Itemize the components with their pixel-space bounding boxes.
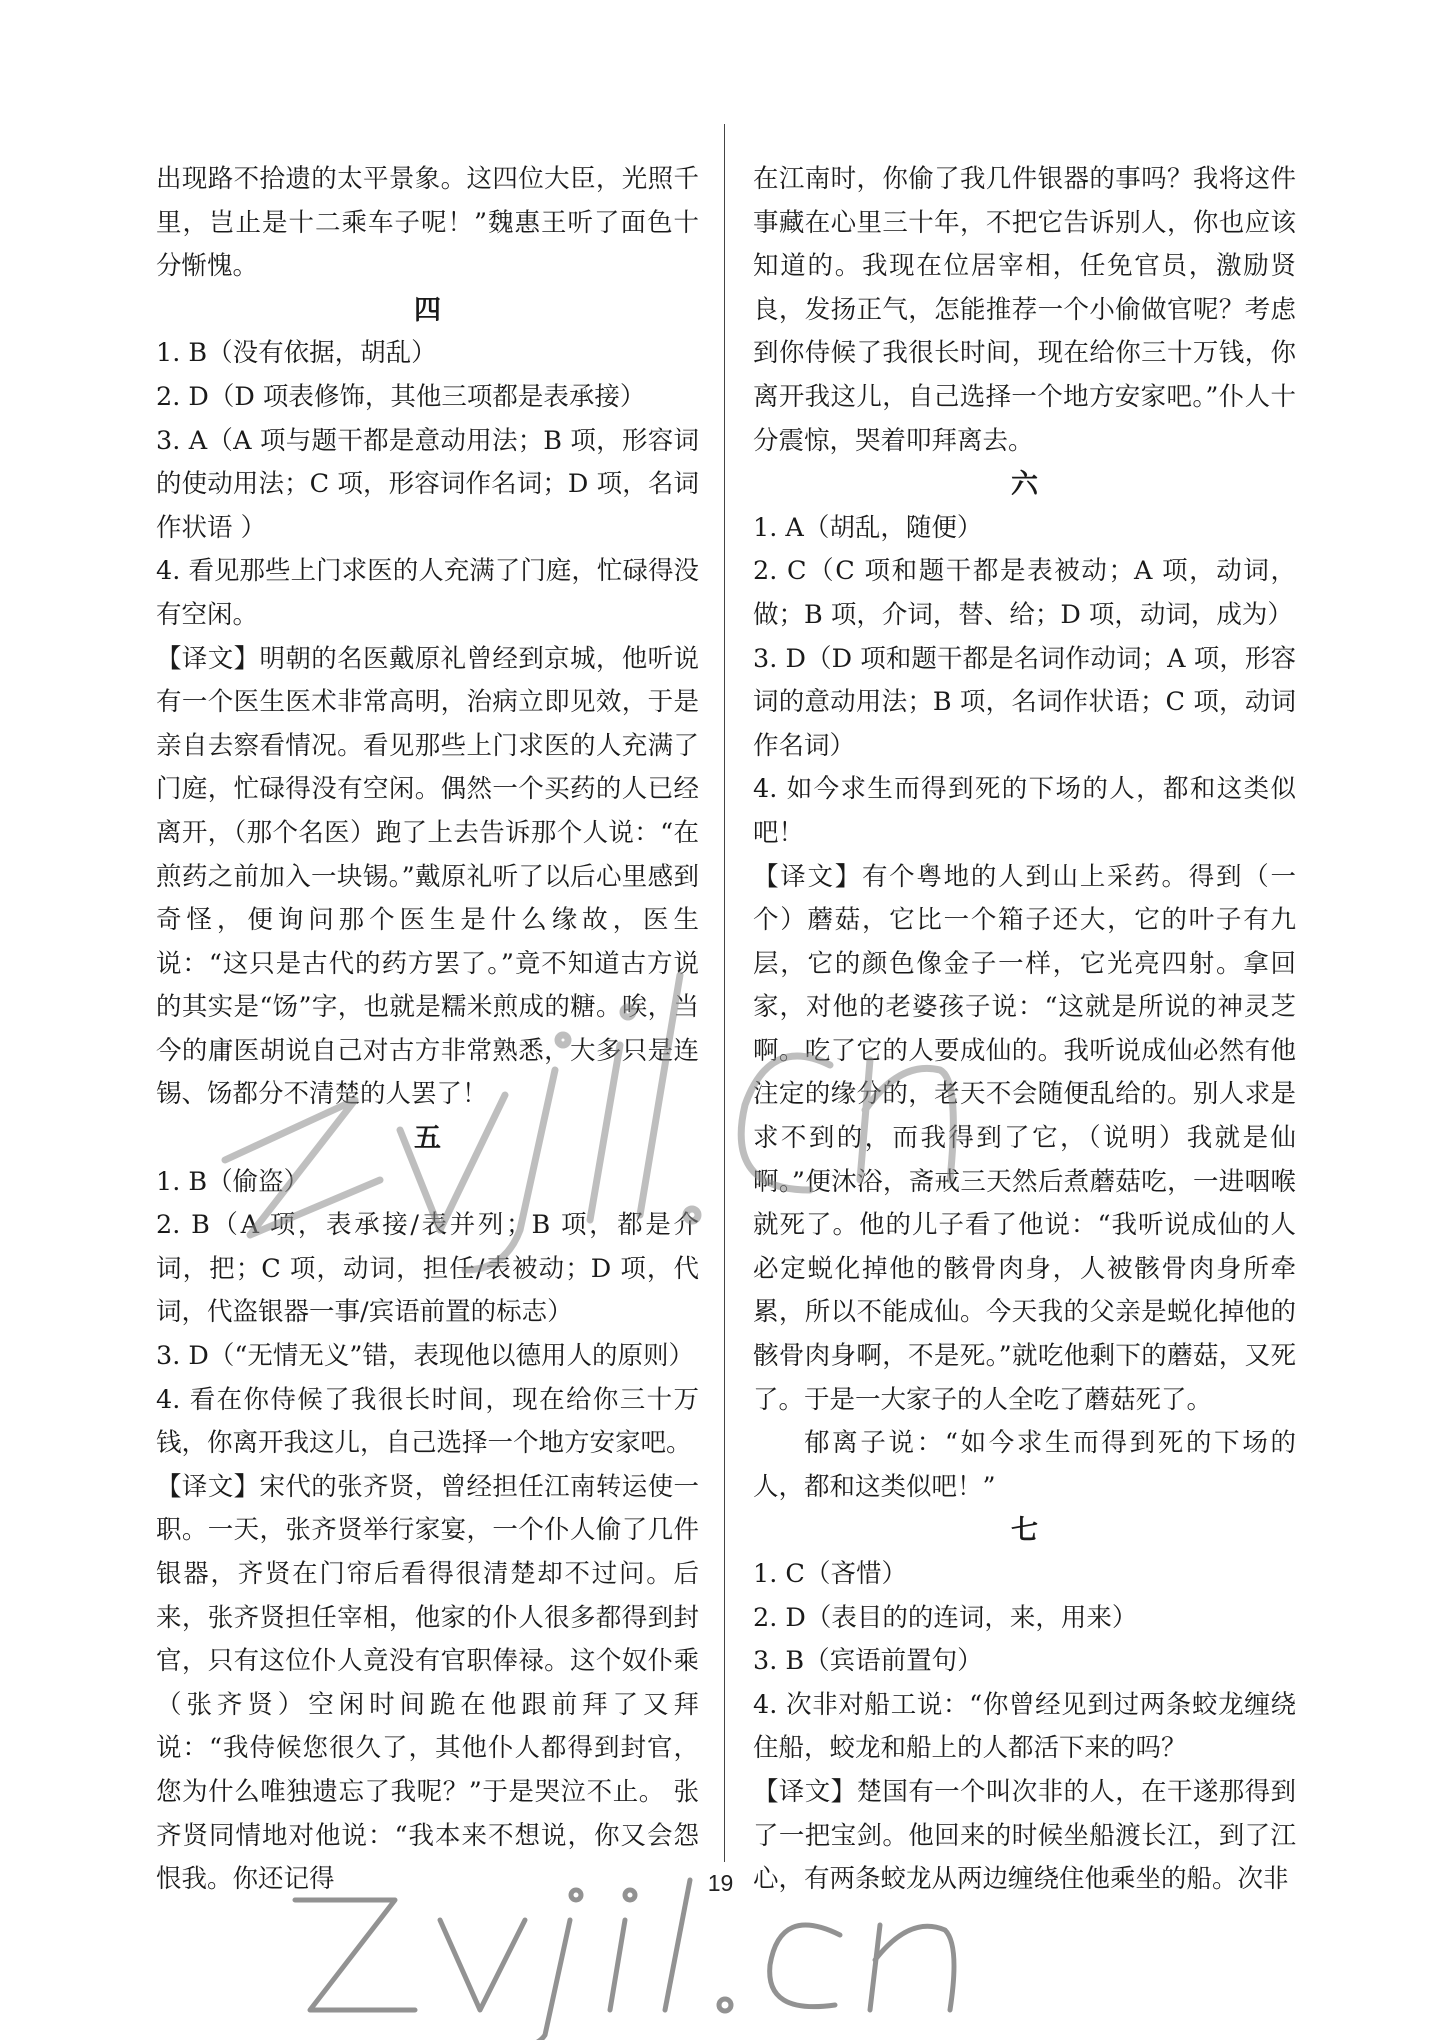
page-number: 19 [707,1870,734,1896]
translation-paragraph: 【译文】楚国有一个叫次非的人，在干遂那得到了一把宝剑。他回来的时候坐船渡长江，到了江心，有两条蛟龙从两边缠绕住他乘坐的船。次非 [753,1776,1296,1895]
answer-line: 1. B（偷盗） [156,1166,310,1197]
answer-line: 2. D（表目的的连词，来，用来） [753,1602,1138,1633]
answer-line: 4. 看在你侍候了我很长时间，现在给你三十万钱，你离开我这儿，自己选择一个地方安家吧。 [156,1384,699,1459]
section-heading: 七 [1011,1515,1038,1547]
translation-paragraph: 【译文】宋代的张齐贤，曾经担任江南转运使一职。一天，张齐贤举行家宴，一个仆人偷了几件银器，齐贤在门帘后看得很清楚却不过问。后来，张齐贤担任宰相，他家的仆人很多都得到封官，只有这位仆人竟没有官职俸禄。这个奴仆乘（张齐贤）空闲时间跪在他跟前拜了又拜说：“我侍候您很久了，其他仆人都得到封官，您为什么唯独遗忘了我呢？”于是哭泣不止。 张齐贤同情地对他说：“我本来不想说，你又会怨恨我。你还记得 [156,1471,699,1895]
answer-line: 1. A（胡乱，随便） [753,512,983,543]
answer-line: 3. D（D 项和题干都是名词作动词；A 项，形容词的意动用法；B 项，名词作状语；C 项，动词作名词） [753,643,1296,761]
section-heading: 五 [414,1123,441,1155]
answer-line: 1. B（没有依据，胡乱） [156,338,437,369]
right-column [753,158,1296,1902]
answer-line: 4. 次非对船工说：“你曾经见到过两条蛟龙缠绕住船，蛟龙和船上的人都活下来的吗？ [753,1689,1296,1764]
answer-line: 出现路不拾遗的太平景象。这四位大臣，光照千里，岂止是十二乘车子呢！”魏惠王听了面色十分惭愧。 [156,164,699,282]
answer-line: 4. 如今求生而得到死的下场的人，都和这类似吧！ [753,774,1296,848]
section-heading: 四 [414,294,441,326]
translation-paragraph: 【译文】明朝的名医戴原礼曾经到京城，他听说有一个医生医术非常高明，治病立即见效，于是亲自去察看情况。看见那些上门求医的人充满了门庭，忙碌得没有空闲。偶然一个买药的人已经离开，（那个名医）跑了上去告诉那个人说：“在煎药之前加入一块锡。”戴原礼听了以后心里感到奇怪，便询问那个医生是什么缘故，医生说：“这只是古代的药方罢了。”竟不知道古方说的其实是“饧”字，也就是糯米煎成的糖。唉，当今的庸医胡说自己对古方非常熟悉，大多只是连锡、饧都分不清楚的人罢了！ [156,643,699,1110]
answer-line: 2. B（A 项，表承接/表并列；B 项，都是介词，把；C 项，动词，担任/表被动；D 项，代词，代盗银器一事/宾语前置的标志） [156,1210,699,1328]
answer-line: 1. C（吝惜） [753,1559,907,1589]
column-divider [724,124,725,1862]
answer-line: 3. A（A 项与题干都是意动用法；B 项，形容词的使动用法；C 项，形容词作名词；D 项，名词作状语 ） [156,425,699,543]
left-column [156,158,699,1902]
answer-line: 4. 看见那些上门求医的人充满了门庭，忙碌得没有空闲。 [156,556,699,630]
section-heading: 六 [1011,469,1038,501]
translation-paragraph: 【译文】有个粤地的人到山上采药。得到（一个）蘑菇，它比一个箱子还大，它的叶子有九层，它的颜色像金子一样，它光亮四射。拿回家，对他的老婆孩子说：“这就是所说的神灵芝啊。吃了它的人要成仙的。我听说成仙必然有他注定的缘分的，老天不会随便乱给的。别人求是求不到的，而我得到了它，（说明）我就是仙啊。”便沐浴，斋戒三天然后煮蘑菇吃，一进咽喉就死了。他的儿子看了他说：“我听说成仙的人必定蜕化掉他的骸骨肉身，人被骸骨肉身所牵累，所以不能成仙。今天我的父亲是蜕化掉他的骸骨肉身啊，不是死。”就吃他剩下的蘑菇，又死了。于是一大家子的人全吃了蘑菇死了。 [753,861,1296,1415]
answer-line: 郁离子说：“如今求生而得到死的下场的人，都和这类似吧！” [753,1428,1296,1502]
answer-line: 2. D（D 项表修饰，其他三项都是表承接） [156,381,646,412]
answer-line: 在江南时，你偷了我几件银器的事吗？我将这件事藏在心里三十年，不把它告诉别人，你也应该知道的。我现在位居宰相，任免官员，激励贤良，发扬正气，怎能推荐一个小偷做官呢？考虑到你侍候了我很长时间，现在给你三十万钱，你离开我这儿，自己选择一个地方安家吧。”仆人十分震惊，哭着叩拜离去。 [753,164,1296,456]
answer-line: 2. C（C 项和题干都是表被动；A 项，动词，做；B 项，介词，替、给；D 项，动词，成为） [753,556,1296,630]
answer-line: 3. B（宾语前置句） [753,1646,983,1677]
answer-line: 3. D（“无情无义”错，表现他以德用人的原则） [156,1341,694,1372]
